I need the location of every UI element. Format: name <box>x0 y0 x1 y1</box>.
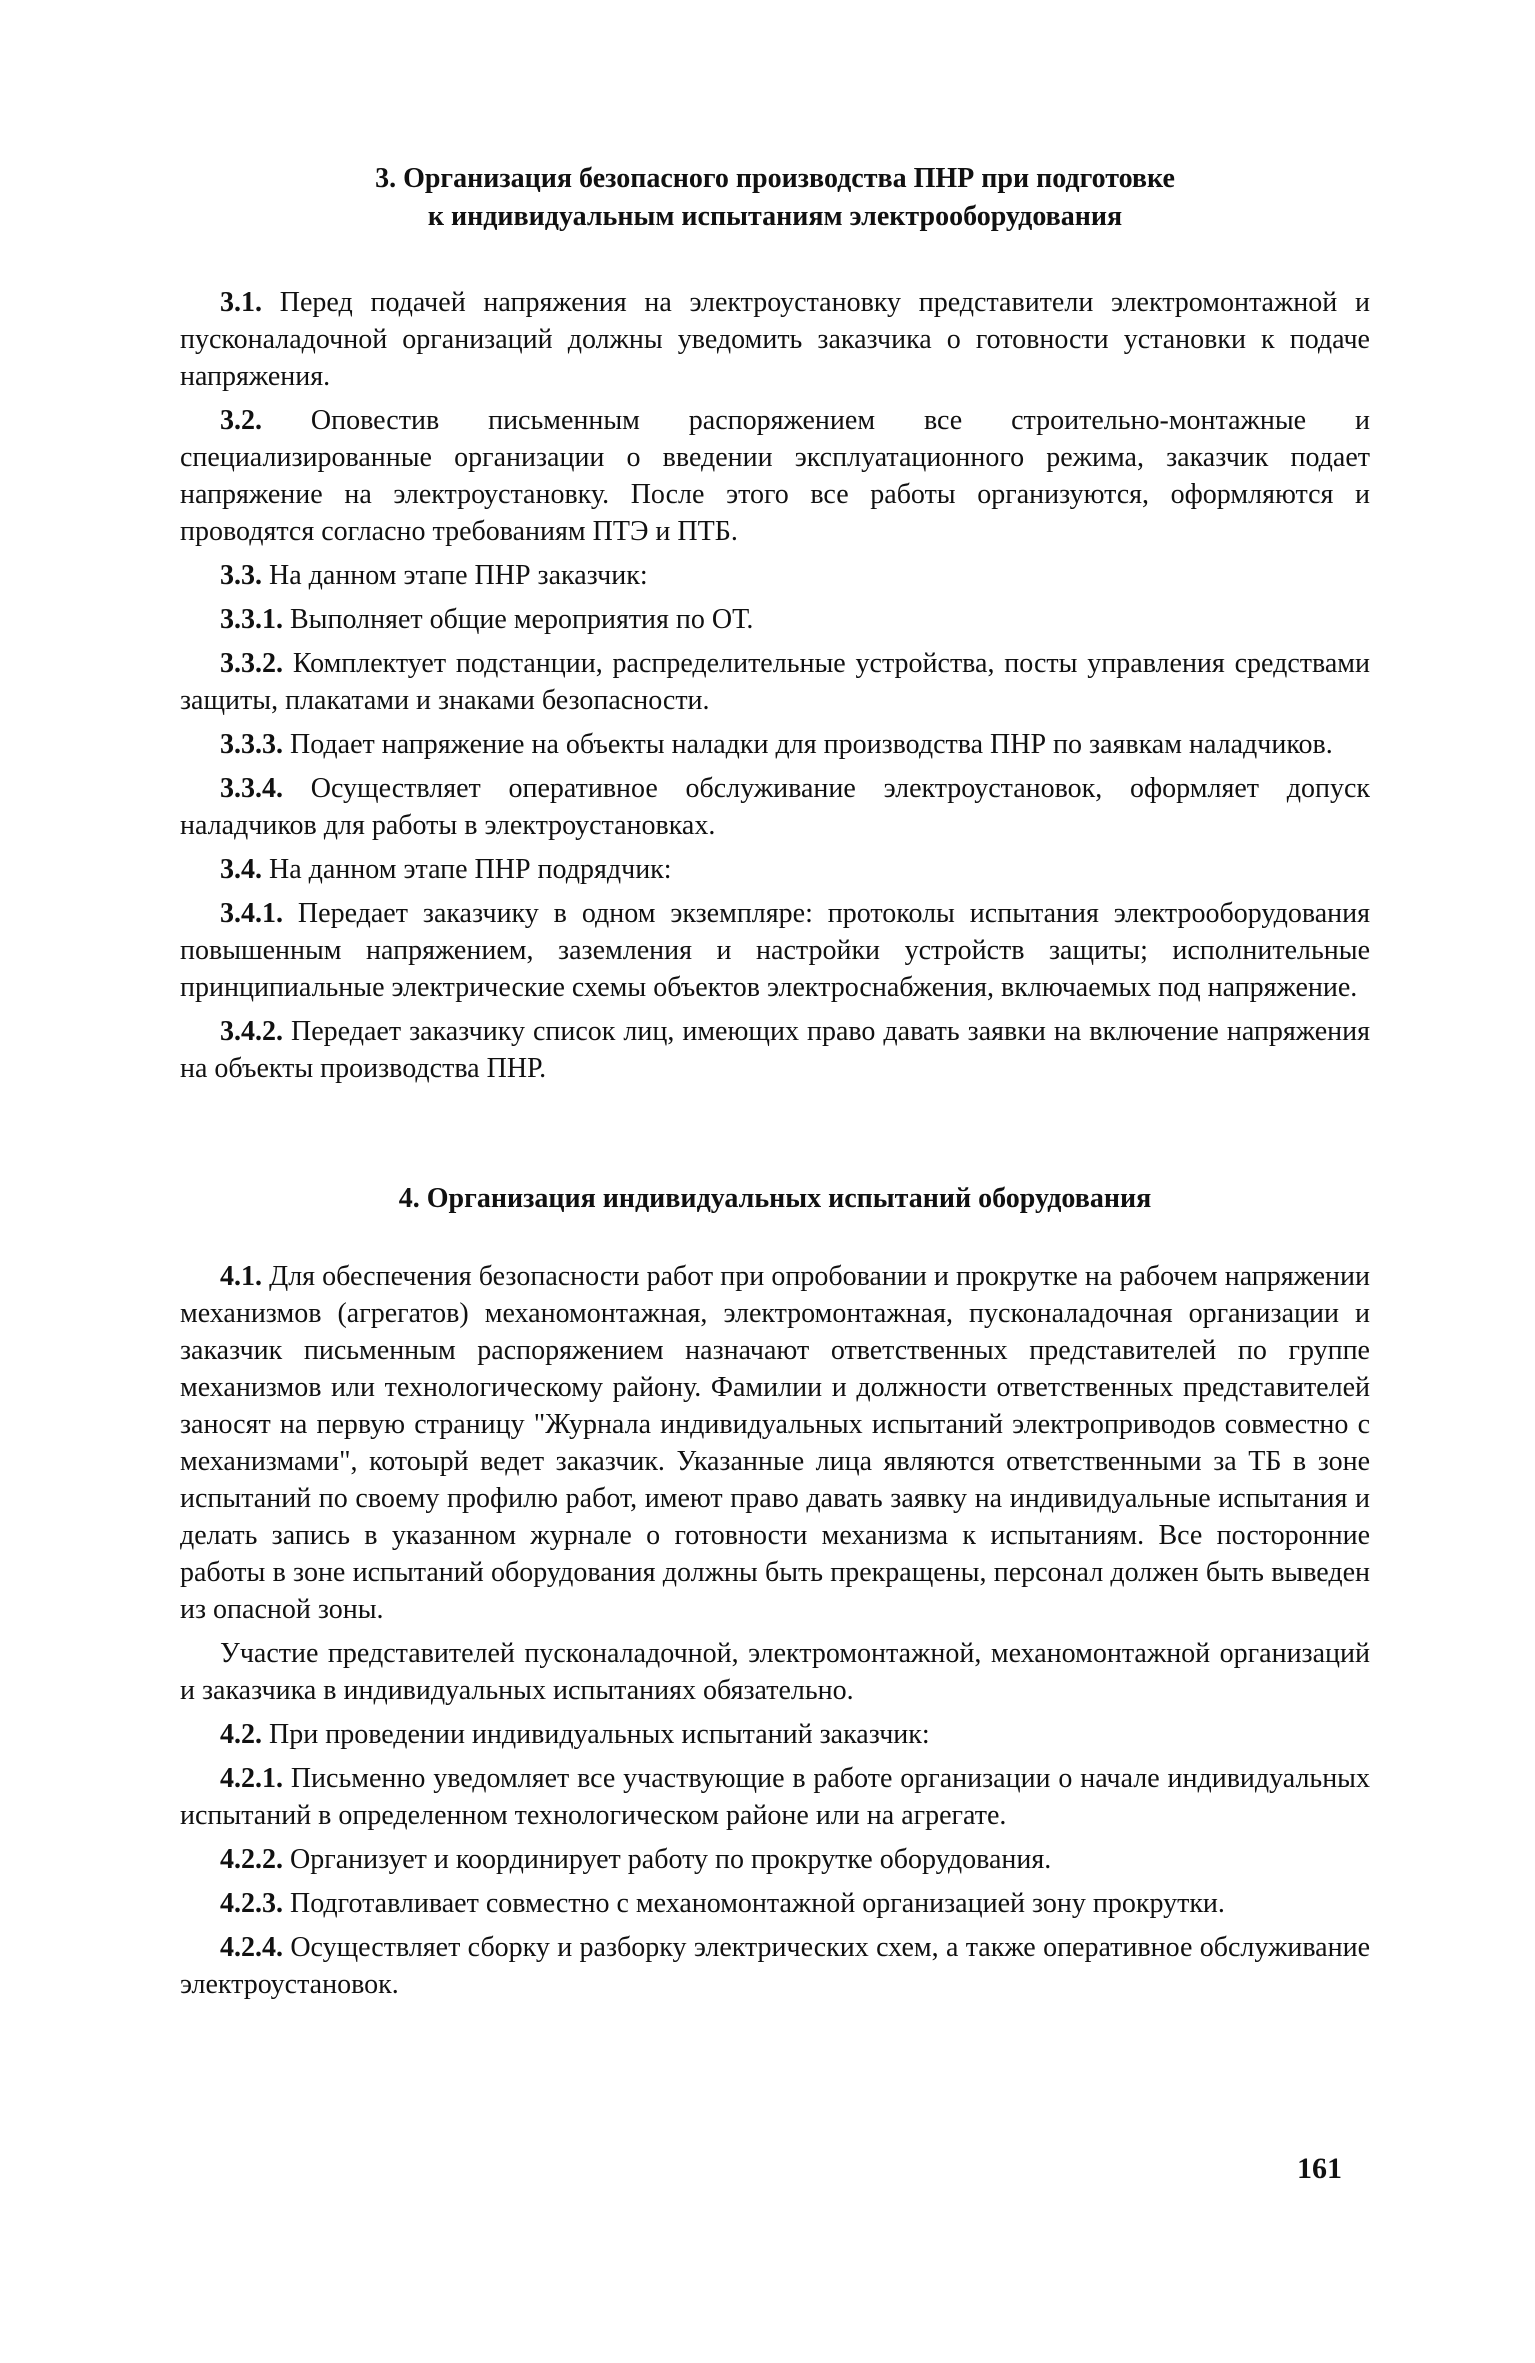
clause-number: 3.4. <box>220 854 262 885</box>
clause-number: 3.1. <box>220 287 262 318</box>
clause-text: Комплектует подстанции, распределительные устройства, посты управления средствами защиты, плакатами и знаками безопасности. <box>180 648 1370 716</box>
clause-text: Выполняет общие мероприятия по ОТ. <box>283 604 754 635</box>
clause-text: Участие представителей пусконаладочной, электромонтажной, механомонтажной организаций и заказчика в индивидуальных испытаниях обязательно. <box>180 1638 1370 1706</box>
clause-text: Перед подачей напряжения на электроустановку представители электромонтажной и пусконаладочной организаций должны уведомить заказчика о готовности установки к подаче напряжения. <box>180 287 1370 392</box>
clause-number: 3.3. <box>220 560 262 591</box>
clause-text: Подает напряжение на объекты наладки для производства ПНР по заявкам наладчиков. <box>283 729 1333 760</box>
section-3-heading-line-1: 3. Организация безопасного производства ПНР при подготовке <box>375 163 1175 194</box>
section-3-heading <box>180 160 1370 236</box>
clause-number: 3.4.1. <box>220 898 283 929</box>
clause-number: 4.2.1. <box>220 1763 283 1794</box>
document-page <box>180 160 1370 2010</box>
paragraph-3-4 <box>180 851 1370 888</box>
clause-text: Письменно уведомляет все участвующие в работе организации о начале индивидуальных испытаний в определенном технологическом районе или на агрегате. <box>180 1763 1370 1831</box>
clause-text: Оповестив письменным распоряжением все строительно-монтажные и специализированные организации о введении эксплуатационного режима, заказчик подает напряжение на электроустановку. После этого все работы организуются, оформляются и проводятся согласно требованиям ПТЭ и ПТБ. <box>180 405 1370 547</box>
section-3-heading-line-2: к индивидуальным испытаниям электрооборудования <box>427 201 1123 232</box>
section-3-body <box>180 284 1370 1087</box>
clause-number: 4.2.2. <box>220 1844 283 1875</box>
clause-text: Осуществляет сборку и разборку электрических схем, а также оперативное обслуживание электроустановок. <box>180 1932 1370 2000</box>
page-number: 161 <box>1297 2152 1342 2185</box>
paragraph-4-2-4 <box>180 1929 1370 2003</box>
clause-text: Подготавливает совместно с механомонтажной организацией зону прокрутки. <box>283 1888 1225 1919</box>
clause-number: 4.2.4. <box>220 1932 283 1963</box>
clause-text: При проведении индивидуальных испытаний заказчик: <box>262 1719 930 1750</box>
clause-number: 3.3.4. <box>220 773 283 804</box>
paragraph-3-4-1 <box>180 895 1370 1006</box>
paragraph-3-3 <box>180 557 1370 594</box>
paragraph-4-2 <box>180 1716 1370 1753</box>
clause-text: Передает заказчику список лиц, имеющих право давать заявки на включение напряжения на объекты производства ПНР. <box>180 1016 1370 1084</box>
clause-number: 3.3.2. <box>220 648 283 679</box>
clause-number: 3.3.1. <box>220 604 283 635</box>
clause-text: Передает заказчику в одном экземпляре: протоколы испытания электрооборудования повышенным напряжением, заземления и настройки устройств защиты; исполнительные принципиальные электрические схемы объектов электроснабжения, включаемых под напряжение. <box>180 898 1370 1003</box>
clause-text: Организует и координирует работу по прокрутке оборудования. <box>283 1844 1052 1875</box>
clause-text: На данном этапе ПНР заказчик: <box>262 560 648 591</box>
paragraph-4-1-participation <box>180 1635 1370 1709</box>
paragraph-4-2-2 <box>180 1841 1370 1878</box>
paragraph-3-3-3 <box>180 726 1370 763</box>
paragraph-3-3-2 <box>180 645 1370 719</box>
paragraph-4-1 <box>180 1258 1370 1628</box>
paragraph-4-2-1 <box>180 1760 1370 1834</box>
section-4-body <box>180 1258 1370 2003</box>
clause-number: 4.2.3. <box>220 1888 283 1919</box>
paragraph-3-3-1 <box>180 601 1370 638</box>
paragraph-3-2 <box>180 402 1370 550</box>
paragraph-3-3-4 <box>180 770 1370 844</box>
clause-number: 3.3.3. <box>220 729 283 760</box>
paragraph-3-1 <box>180 284 1370 395</box>
section-4-heading: 4. Организация индивидуальных испытаний оборудования <box>398 1183 1152 1214</box>
clause-text: Для обеспечения безопасности работ при опробовании и прокрутке на рабочем напряжении механизмов (агрегатов) механомонтажная, электромонтажная, пусконаладочная организации и заказчик письменным распоряжением назначают ответственных представителей по группе механизмов или технологическому району. Фамилии и должности ответственных представителей заносят на первую страницу "Журнала индивидуальных испытаний электроприводов совместно с механизмами", котоырй ведет заказчик. Указанные лица являются ответственными за ТБ в зоне испытаний по своему профилю работ, имеют право давать заявку на индивидуальные испытания и делать запись в указанном журнале о готовности механизма к испытаниям. Все посторонние работы в зоне испытаний оборудования должны быть прекращены, персонал должен быть выведен из опасной зоны. <box>180 1261 1370 1625</box>
clause-number: 3.4.2. <box>220 1016 283 1047</box>
clause-text: Осуществляет оперативное обслуживание электроустановок, оформляет допуск наладчиков для работы в электроустановках. <box>180 773 1370 841</box>
clause-text: На данном этапе ПНР подрядчик: <box>262 854 672 885</box>
paragraph-4-2-3 <box>180 1885 1370 1922</box>
clause-number: 3.2. <box>220 405 262 436</box>
clause-number: 4.2. <box>220 1719 262 1750</box>
paragraph-3-4-2 <box>180 1013 1370 1087</box>
clause-number: 4.1. <box>220 1261 262 1292</box>
